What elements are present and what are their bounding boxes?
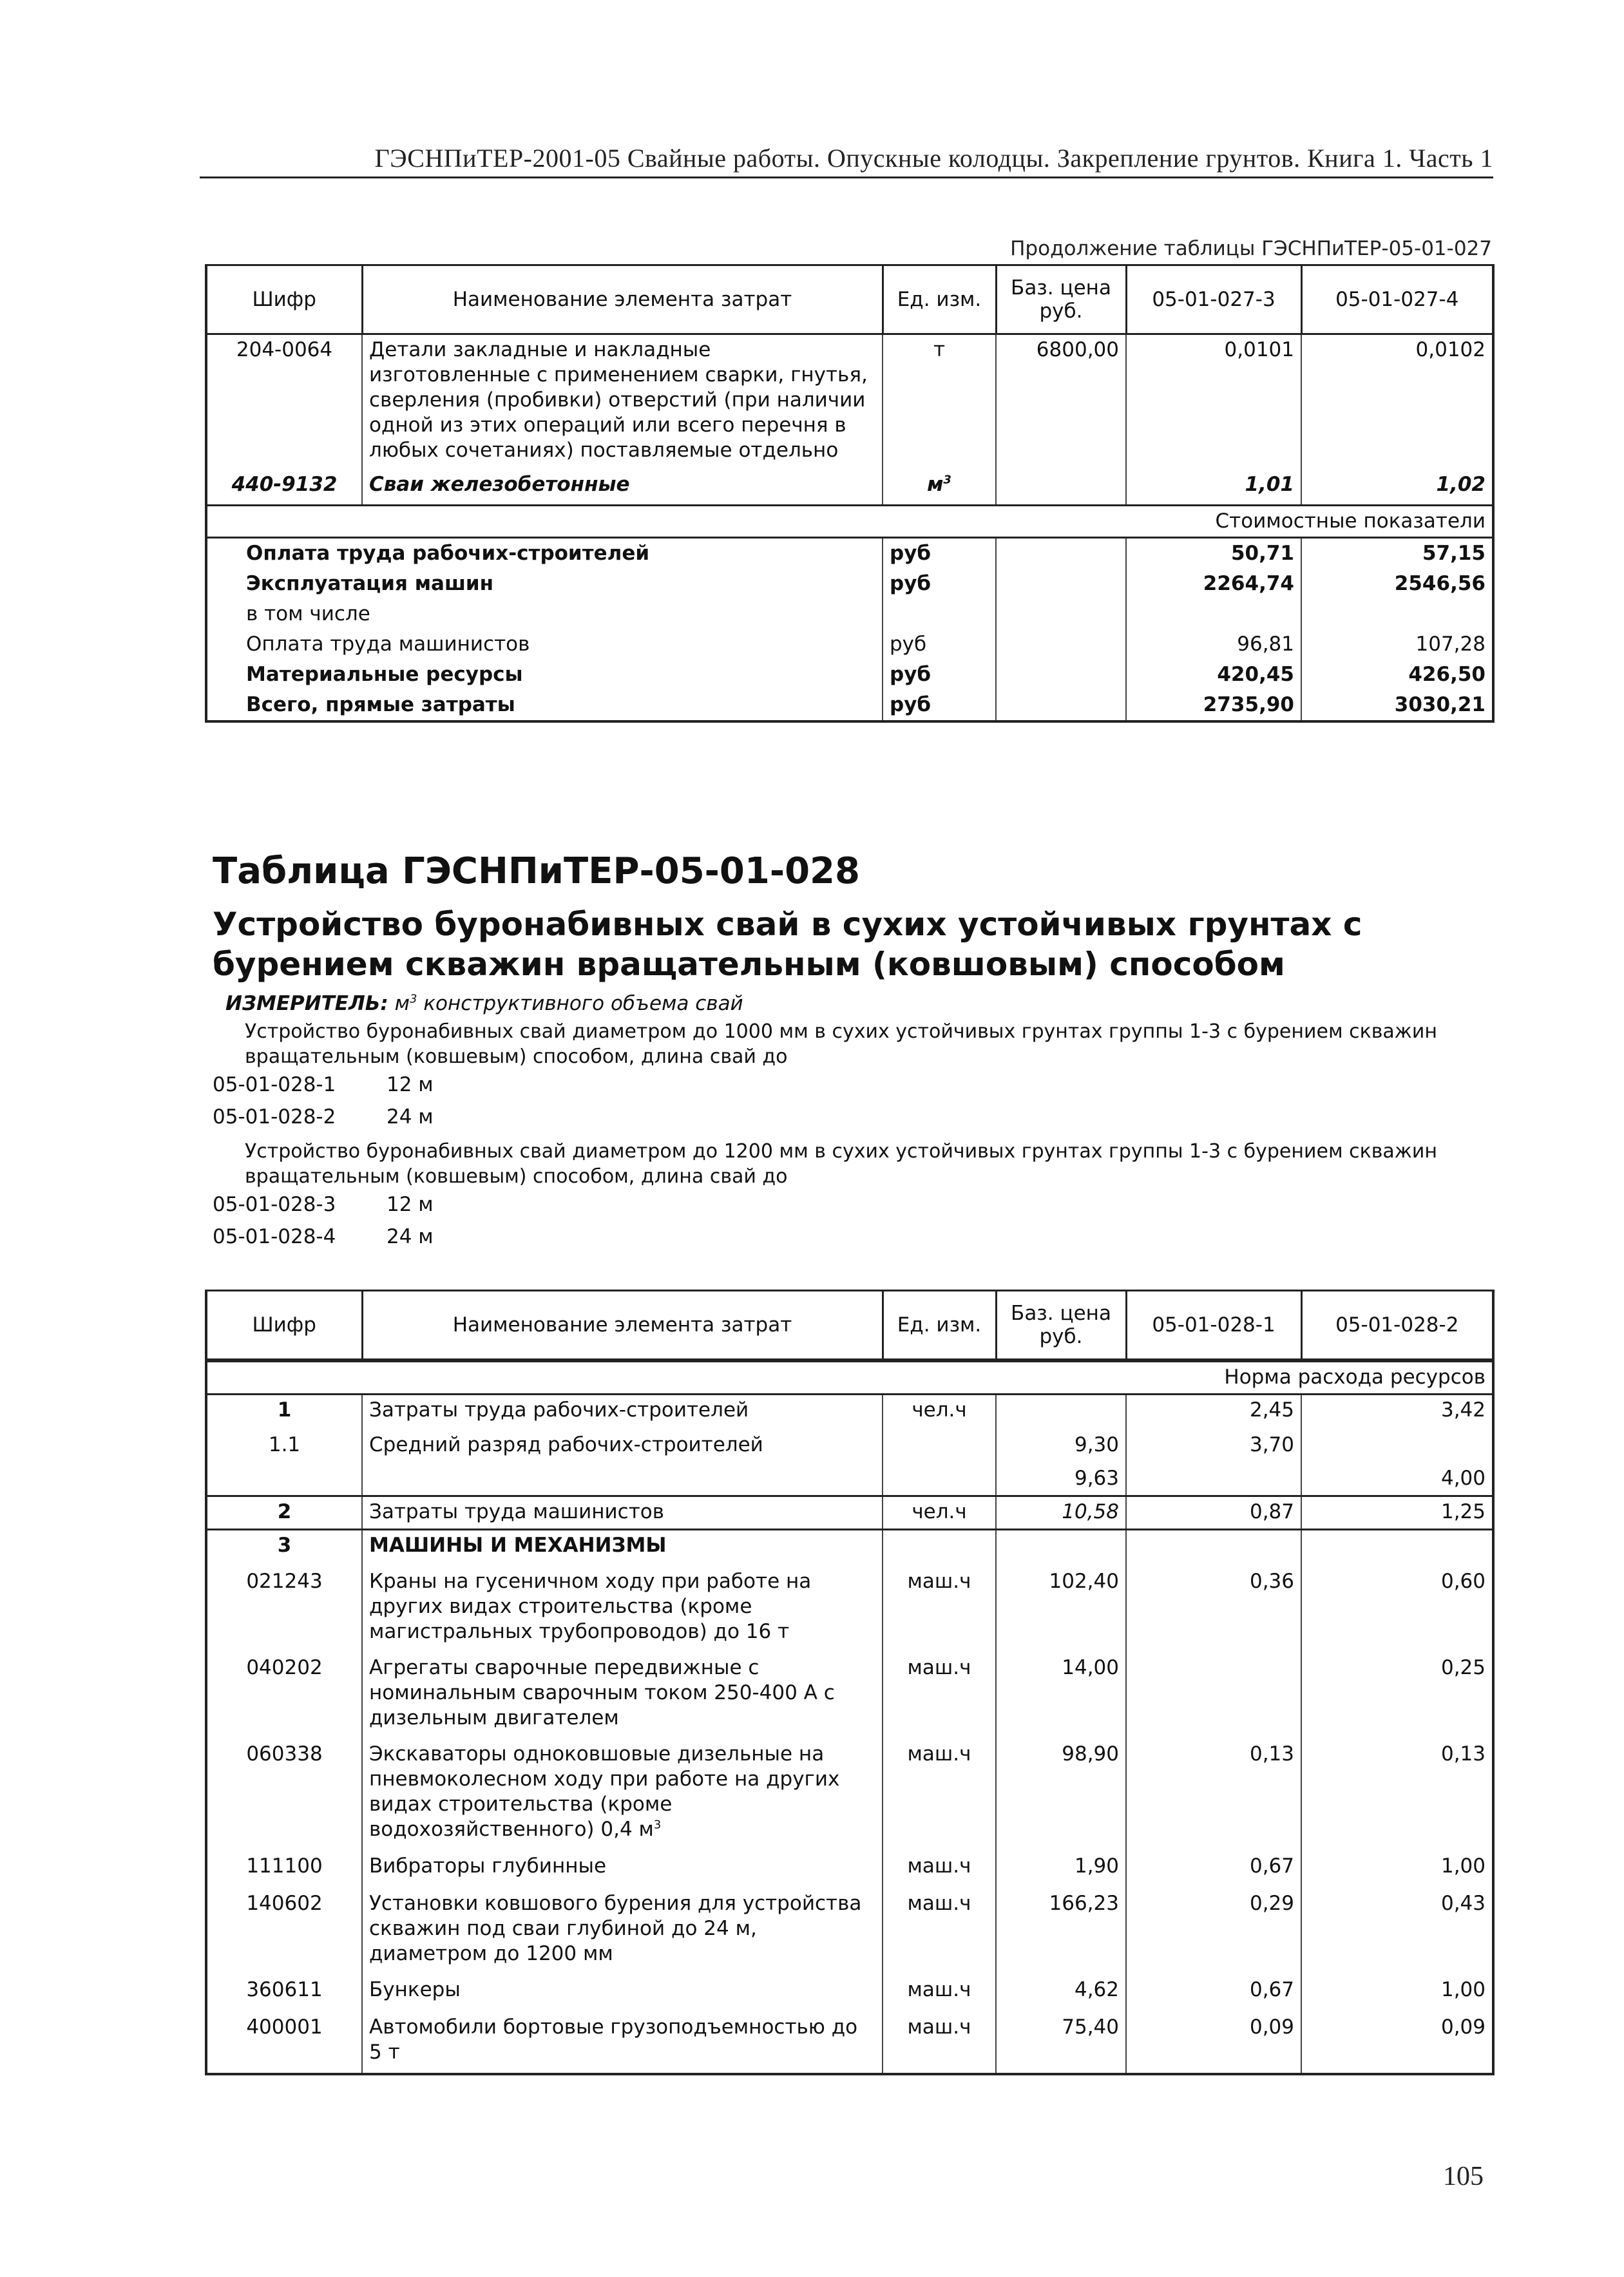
row-unit-text: м	[927, 472, 944, 496]
row-value-b: 4,00	[1301, 1463, 1493, 1496]
row-code: 360611	[206, 1975, 362, 2012]
row-value-b: 0,25	[1301, 1653, 1493, 1739]
row-name: Бункеры	[362, 1975, 883, 2012]
row-name-text: Экскаваторы одноковшовые дизельные на пневмоколесном ходу при работе на других видах строительства (кроме водохозяйственного) 0,4 м	[369, 1742, 840, 1841]
row-value-b: 0,0102	[1301, 334, 1493, 470]
code-item-length: 24 м	[387, 1105, 434, 1129]
row-name: Средний разряд рабочих-строителей	[362, 1430, 883, 1463]
cost-unit: руб	[883, 660, 996, 690]
description-1: Устройство буронабивных свай диаметром до 1000 мм в сухих устойчивых грунтах группы 1-3 с бурением скважин вращательным (ковшевым) способом, длина свай до	[245, 1020, 1437, 1068]
header-name: Наименование элемента затрат	[362, 1291, 883, 1361]
table-row	[206, 1430, 1493, 1463]
table-row	[206, 1739, 1493, 1851]
code-item-code: 05-01-028-2	[213, 1105, 336, 1129]
row-value-b: 1,00	[1301, 1851, 1493, 1889]
header-unit: Ед. изм.	[883, 265, 996, 334]
row-value-a	[1126, 1463, 1301, 1496]
row-value-a	[1126, 1529, 1301, 1567]
row-name: Агрегаты сварочные передвижные с номинальным сварочным током 250-400 А с дизельным двигателем	[362, 1653, 883, 1739]
row-name: Затраты труда рабочих-строителей	[362, 1394, 883, 1430]
code-item	[213, 1073, 434, 1096]
row-value-b: 3,42	[1301, 1394, 1493, 1430]
row-value-a: 0,67	[1126, 1851, 1301, 1889]
table-row	[206, 1851, 1493, 1889]
row-value-a: 3,70	[1126, 1430, 1301, 1463]
cost-unit: руб	[883, 569, 996, 599]
cost-value-a: 96,81	[1126, 629, 1301, 660]
norm-heading: Норма расхода ресурсов	[206, 1360, 1493, 1394]
cost-price	[996, 538, 1126, 569]
table-row	[206, 1975, 1493, 2012]
table-row	[206, 538, 1493, 569]
row-code: 1.1	[206, 1430, 362, 1463]
cost-name: Оплата труда машинистов	[206, 629, 883, 660]
meter-line	[225, 992, 743, 1015]
table-row	[206, 599, 1493, 629]
row-code: 400001	[206, 2012, 362, 2074]
running-header: ГЭСНПиТЕР-2001-05 Свайные работы. Опускные колодцы. Закрепление грунтов. Книга 1. Часть 1	[374, 144, 1493, 173]
row-unit: маш.ч	[883, 2012, 996, 2074]
code-item-length: 12 м	[387, 1073, 434, 1096]
row-price: 4,62	[996, 1975, 1126, 2012]
row-price	[996, 470, 1126, 506]
table-row	[206, 629, 1493, 660]
header-col-b: 05-01-027-4	[1301, 265, 1493, 334]
cost-value-b: 426,50	[1301, 660, 1493, 690]
row-value-b: 1,00	[1301, 1975, 1493, 2012]
cost-name: в том числе	[206, 599, 883, 629]
row-name: Затраты труда машинистов	[362, 1496, 883, 1529]
cost-unit: руб	[883, 629, 996, 660]
row-value-a: 0,0101	[1126, 334, 1301, 470]
table1-header-row	[206, 265, 1493, 334]
table-05-01-028	[205, 1290, 1495, 2075]
row-code: 021243	[206, 1567, 362, 1653]
row-unit: чел.ч	[883, 1394, 996, 1430]
row-unit: маш.ч	[883, 1975, 996, 2012]
cost-name: Эксплуатация машин	[206, 569, 883, 599]
row-unit	[883, 1529, 996, 1567]
code-item	[213, 1105, 434, 1129]
header-rule	[200, 176, 1493, 178]
row-unit: маш.ч	[883, 1653, 996, 1739]
row-value-b: 0,09	[1301, 2012, 1493, 2074]
row-value-b: 1,02	[1301, 470, 1493, 506]
row-code: 060338	[206, 1739, 362, 1851]
cost-name: Всего, прямые затраты	[206, 690, 883, 721]
row-name: Краны на гусеничном ходу при работе на других видах строительства (кроме магистральных трубопроводов) до 16 т	[362, 1567, 883, 1653]
cost-value-a: 50,71	[1126, 538, 1301, 569]
cost-name: Оплата труда рабочих-строителей	[206, 538, 883, 569]
cost-value-b	[1301, 599, 1493, 629]
table-row	[206, 660, 1493, 690]
row-code: 3	[206, 1529, 362, 1567]
table2-number: Таблица ГЭСНПиТЕР-05-01-028	[213, 850, 860, 892]
row-unit: маш.ч	[883, 1889, 996, 1975]
header-price: Баз. цена руб.	[996, 1291, 1126, 1361]
row-value-b	[1301, 1430, 1493, 1463]
table-row	[206, 1463, 1493, 1496]
row-code: 140602	[206, 1889, 362, 1975]
row-value-a: 2,45	[1126, 1394, 1301, 1430]
code-item	[213, 1225, 434, 1248]
cost-value-a	[1126, 599, 1301, 629]
code-item-length: 24 м	[387, 1225, 434, 1248]
cost-name: Материальные ресурсы	[206, 660, 883, 690]
cost-value-a: 2264,74	[1126, 569, 1301, 599]
continuation-note: Продолжение таблицы ГЭСНПиТЕР-05-01-027	[1010, 237, 1492, 260]
row-unit: маш.ч	[883, 1851, 996, 1889]
row-unit: маш.ч	[883, 1567, 996, 1653]
cost-value-b: 3030,21	[1301, 690, 1493, 721]
header-price: Баз. цена руб.	[996, 265, 1126, 334]
cost-heading: Стоимостные показатели	[206, 506, 1493, 538]
cost-unit: руб	[883, 690, 996, 721]
row-price: 98,90	[996, 1739, 1126, 1851]
table-row	[206, 1567, 1493, 1653]
cost-value-a: 420,45	[1126, 660, 1301, 690]
row-name	[362, 1463, 883, 1496]
row-price: 75,40	[996, 2012, 1126, 2074]
cost-unit	[883, 599, 996, 629]
row-price: 14,00	[996, 1653, 1126, 1739]
cost-price	[996, 660, 1126, 690]
row-code: 111100	[206, 1851, 362, 1889]
row-code: 1	[206, 1394, 362, 1430]
code-item-length: 12 м	[387, 1193, 434, 1216]
cost-heading-row	[206, 506, 1493, 538]
row-price: 102,40	[996, 1567, 1126, 1653]
row-price	[996, 1529, 1126, 1567]
table-row	[206, 2012, 1493, 2074]
page-number: 105	[1443, 2162, 1484, 2191]
row-code: 2	[206, 1496, 362, 1529]
header-unit: Ед. изм.	[883, 1291, 996, 1361]
row-price: 9,30	[996, 1430, 1126, 1463]
row-value-a: 0,29	[1126, 1889, 1301, 1975]
code-item-code: 05-01-028-4	[213, 1225, 336, 1248]
row-price: 1,90	[996, 1851, 1126, 1889]
table-row	[206, 1496, 1493, 1529]
table2-title	[213, 904, 1495, 984]
row-name: Вибраторы глубинные	[362, 1851, 883, 1889]
table-row	[206, 1653, 1493, 1739]
row-value-b: 1,25	[1301, 1496, 1493, 1529]
row-value-a: 1,01	[1126, 470, 1301, 506]
row-name: Сваи железобетонные	[362, 470, 883, 506]
row-price	[996, 1394, 1126, 1430]
row-unit-sup: 3	[943, 473, 951, 487]
row-code: 440-9132	[206, 470, 362, 506]
cost-value-b: 57,15	[1301, 538, 1493, 569]
meter-rest: конструктивного объема свай	[423, 992, 743, 1015]
row-value-a: 0,09	[1126, 2012, 1301, 2074]
table-row	[206, 690, 1493, 721]
cost-unit: руб	[883, 538, 996, 569]
row-value-b: 0,13	[1301, 1739, 1493, 1851]
row-code: 204-0064	[206, 334, 362, 470]
row-code	[206, 1463, 362, 1496]
row-unit: чел.ч	[883, 1496, 996, 1529]
row-unit	[883, 470, 996, 506]
row-name-sup: 3	[653, 1818, 662, 1832]
header-code: Шифр	[206, 1291, 362, 1361]
table-row	[206, 1529, 1493, 1567]
row-price: 10,58	[996, 1496, 1126, 1529]
table-row	[206, 470, 1493, 506]
row-value-b: 0,43	[1301, 1889, 1493, 1975]
table2-title-line1: Устройство буронабивных свай в сухих устойчивых грунтах с	[213, 906, 1362, 943]
row-name: Автомобили бортовые грузоподъемностью до 5 т	[362, 2012, 883, 2074]
header-name: Наименование элемента затрат	[362, 265, 883, 334]
row-value-b	[1301, 1529, 1493, 1567]
row-value-b: 0,60	[1301, 1567, 1493, 1653]
row-name: Установки ковшового бурения для устройства скважин под сваи глубиной до 24 м, диаметром до 1200 мм	[362, 1889, 883, 1975]
header-code: Шифр	[206, 265, 362, 334]
meter-label: ИЗМЕРИТЕЛЬ:	[225, 992, 388, 1015]
header-col-b: 05-01-028-2	[1301, 1291, 1493, 1361]
meter-sup: 3	[410, 992, 417, 1006]
row-value-a: 0,13	[1126, 1739, 1301, 1851]
row-unit	[883, 1463, 996, 1496]
row-name: Детали закладные и накладные изготовленные с применением сварки, гнутья, сверления (пробивки) отверстий (при наличии одной из этих операций или всего перечня в любых сочетаниях) поставляемые отдельно	[362, 334, 883, 470]
table-05-01-027	[205, 264, 1495, 723]
table-row	[206, 1889, 1493, 1975]
row-code: 040202	[206, 1653, 362, 1739]
row-name: МАШИНЫ И МЕХАНИЗМЫ	[362, 1529, 883, 1567]
row-value-a: 0,87	[1126, 1496, 1301, 1529]
row-name	[362, 1739, 883, 1851]
table-row	[206, 569, 1493, 599]
row-value-a: 0,67	[1126, 1975, 1301, 2012]
row-value-a	[1126, 1653, 1301, 1739]
row-value-a: 0,36	[1126, 1567, 1301, 1653]
description-2: Устройство буронабивных свай диаметром до 1200 мм в сухих устойчивых грунтах группы 1-3 с бурением скважин вращательным (ковшевым) способом, длина свай до	[245, 1140, 1437, 1188]
code-item-code: 05-01-028-1	[213, 1073, 336, 1096]
table2-header-row	[206, 1291, 1493, 1361]
header-col-a: 05-01-028-1	[1126, 1291, 1301, 1361]
cost-price	[996, 629, 1126, 660]
row-unit: маш.ч	[883, 1739, 996, 1851]
norm-heading-row	[206, 1360, 1493, 1394]
table2-title-line2: бурением скважин вращательным (ковшовым) способом	[213, 946, 1285, 983]
row-price: 166,23	[996, 1889, 1126, 1975]
cost-value-b: 107,28	[1301, 629, 1493, 660]
row-unit: т	[883, 334, 996, 470]
cost-price	[996, 569, 1126, 599]
cost-price	[996, 690, 1126, 721]
cost-price	[996, 599, 1126, 629]
row-price: 6800,00	[996, 334, 1126, 470]
code-item	[213, 1193, 434, 1216]
table-row	[206, 334, 1493, 470]
meter-value: м	[394, 992, 410, 1015]
code-item-code: 05-01-028-3	[213, 1193, 336, 1216]
row-price: 9,63	[996, 1463, 1126, 1496]
header-col-a: 05-01-027-3	[1126, 265, 1301, 334]
table-row	[206, 1394, 1493, 1430]
row-unit	[883, 1430, 996, 1463]
cost-value-b: 2546,56	[1301, 569, 1493, 599]
cost-value-a: 2735,90	[1126, 690, 1301, 721]
